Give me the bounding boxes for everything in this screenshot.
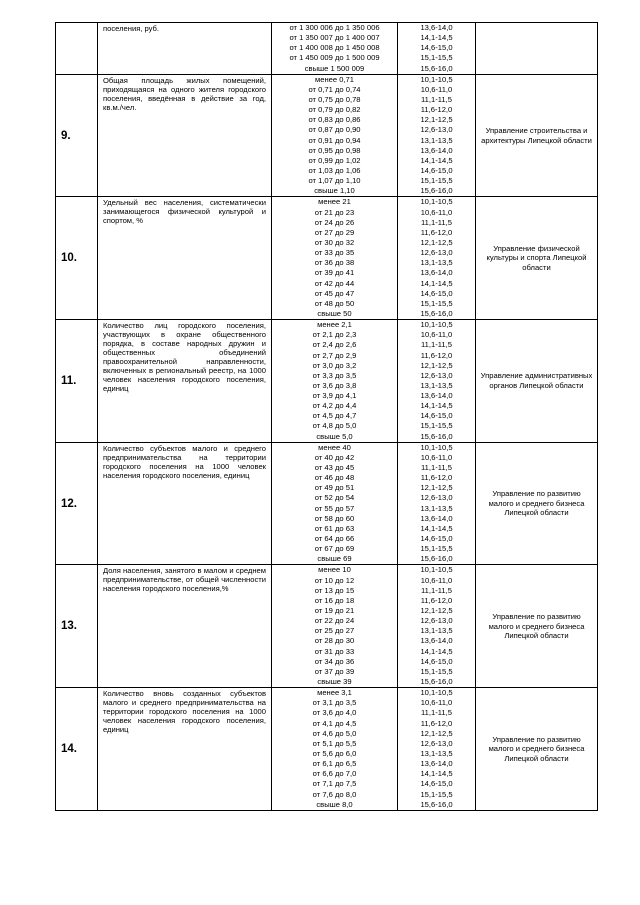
value-range: от 40 до 42	[314, 452, 355, 462]
table-row	[56, 442, 598, 565]
value-range: от 6,6 до 7,0	[312, 769, 357, 779]
value-range: от 13 до 15	[314, 585, 355, 595]
score-range: 14,1-14,5	[420, 278, 453, 288]
value-range: от 0,75 до 0,78	[308, 94, 361, 104]
value-range: от 0,95 до 0,98	[308, 145, 361, 155]
score-range: 11,1-11,5	[421, 463, 452, 473]
value-range: от 43 до 45	[314, 463, 355, 473]
table-row	[56, 197, 598, 320]
value-range: от 64 до 66	[314, 534, 355, 544]
value-range: от 3,9 до 4,1	[312, 391, 357, 401]
value-range: свыше 1,10	[314, 186, 355, 196]
score-range: 11,1-11,5	[421, 217, 452, 227]
score-range: 10,6-11,0	[420, 330, 453, 340]
responsible-department: Управление по развитию малого и среднего бизнеса Липецкой области	[476, 442, 598, 565]
score-range: 12,6-13,0	[420, 370, 453, 380]
score-range: 14,6-15,0	[420, 43, 453, 53]
value-range: свыше 5,0	[316, 431, 353, 441]
value-range: от 39 до 41	[314, 268, 355, 278]
score-cell	[398, 320, 476, 443]
score-range: 10,1-10,5	[420, 565, 453, 575]
value-range: от 10 до 12	[314, 575, 355, 585]
score-range: 10,6-11,0	[420, 452, 453, 462]
value-range: от 46 до 48	[314, 473, 355, 483]
score-range: 11,6-12,0	[420, 595, 453, 605]
range-cell	[272, 320, 398, 443]
value-range: от 34 до 36	[314, 656, 355, 666]
row-number: 10.	[56, 197, 98, 320]
score-range: 15,6-16,0	[420, 308, 453, 318]
indicator-description: Количество субъектов малого и среднего предпринимательства на территории городского поселения на 1000 человек населения городского поселения, единиц	[98, 442, 272, 565]
value-range: от 0,87 до 0,90	[308, 125, 361, 135]
value-range: менее 40	[318, 442, 351, 452]
value-range: от 3,0 до 3,2	[312, 360, 357, 370]
score-range: 11,1-11,5	[421, 94, 452, 104]
score-range: 15,1-15,5	[420, 176, 453, 186]
score-range: 11,1-11,5	[421, 340, 452, 350]
responsible-department	[476, 23, 598, 75]
value-range: от 5,1 до 5,5	[312, 738, 357, 748]
score-range: 14,6-15,0	[420, 779, 453, 789]
value-range: от 24 до 26	[314, 217, 355, 227]
value-range: от 16 до 18	[314, 595, 355, 605]
value-range: от 4,2 до 4,4	[312, 401, 357, 411]
value-range: от 30 до 32	[314, 237, 355, 247]
score-range: 15,6-16,0	[420, 63, 453, 73]
value-range: от 19 до 21	[314, 606, 355, 616]
score-range: 14,6-15,0	[420, 411, 453, 421]
table-row	[56, 23, 598, 75]
value-range: от 0,83 до 0,86	[308, 115, 361, 125]
score-range: 12,6-13,0	[420, 248, 453, 258]
score-range: 14,1-14,5	[420, 155, 453, 165]
score-range: 10,1-10,5	[420, 197, 453, 207]
score-range: 15,6-16,0	[420, 554, 453, 564]
row-number: 14.	[56, 688, 98, 811]
row-number: 9.	[56, 74, 98, 197]
score-range: 13,6-14,0	[420, 636, 453, 646]
score-range: 13,1-13,5	[420, 503, 453, 513]
value-range: от 2,1 до 2,3	[312, 330, 357, 340]
value-range: менее 0,71	[315, 74, 354, 84]
score-range: 12,6-13,0	[420, 493, 453, 503]
score-range: 11,1-11,5	[421, 708, 452, 718]
responsible-department: Управление административных органов Липецкой области	[476, 320, 598, 443]
score-range: 11,6-12,0	[420, 718, 453, 728]
score-range: 15,1-15,5	[420, 53, 453, 63]
value-range: от 0,91 до 0,94	[308, 135, 361, 145]
value-range: от 0,79 до 0,82	[308, 105, 361, 115]
value-range: от 4,6 до 5,0	[312, 728, 357, 738]
score-range: 15,1-15,5	[420, 666, 453, 676]
score-cell	[398, 197, 476, 320]
responsible-department: Управление по развитию малого и среднего бизнеса Липецкой области	[476, 565, 598, 688]
value-range: от 1 350 007 до 1 400 007	[289, 33, 380, 43]
value-range: от 0,99 до 1,02	[308, 155, 361, 165]
score-range: 12,6-13,0	[420, 125, 453, 135]
score-cell	[398, 74, 476, 197]
value-range: от 0,71 до 0,74	[308, 84, 361, 94]
score-range: 10,6-11,0	[420, 207, 453, 217]
score-range: 15,6-16,0	[420, 799, 453, 809]
score-range: 15,1-15,5	[420, 789, 453, 799]
value-range: от 5,6 до 6,0	[312, 748, 357, 758]
score-range: 13,1-13,5	[420, 626, 453, 636]
score-range: 15,1-15,5	[420, 544, 453, 554]
value-range: от 3,6 до 3,8	[312, 380, 357, 390]
score-range: 14,6-15,0	[420, 534, 453, 544]
score-range: 10,1-10,5	[420, 688, 453, 698]
score-cell	[398, 23, 476, 75]
value-range: от 4,8 до 5,0	[312, 421, 357, 431]
indicator-description: Доля населения, занятого в малом и среднем предпринимательстве, от общей численности населения городского поселения,%	[98, 565, 272, 688]
indicator-description: Удельный вес населения, систематически занимающегося физической культурой и спортом, %	[98, 197, 272, 320]
value-range: от 1 300 006 до 1 350 006	[289, 23, 380, 32]
score-range: 13,6-14,0	[420, 268, 453, 278]
value-range: от 49 до 51	[314, 483, 355, 493]
value-range: от 28 до 30	[314, 636, 355, 646]
range-cell	[272, 688, 398, 811]
value-range: от 2,7 до 2,9	[312, 350, 357, 360]
responsible-department: Управление строительства и архитектуры Липецкой области	[476, 74, 598, 197]
table-row	[56, 320, 598, 443]
score-range: 11,6-12,0	[420, 227, 453, 237]
value-range: от 55 до 57	[314, 503, 355, 513]
score-range: 13,1-13,5	[420, 380, 453, 390]
value-range: менее 10	[318, 565, 351, 575]
score-range: 13,1-13,5	[420, 748, 453, 758]
value-range: от 1 450 009 до 1 500 009	[289, 53, 380, 63]
range-cell	[272, 74, 398, 197]
value-range: от 42 до 44	[314, 278, 355, 288]
indicator-description: поселения, руб.	[98, 23, 272, 75]
score-range: 15,6-16,0	[420, 186, 453, 196]
value-range: от 48 до 50	[314, 298, 355, 308]
value-range: от 21 до 23	[314, 207, 355, 217]
indicator-description: Количество лиц городского поселения, участвующих в охране общественного порядка, в составе народных дружин и общественных объединений правоохранительной направленности, включенных в региональный реестр, на 1000 человек населения городского поселения, единиц	[98, 320, 272, 443]
indicator-description: Общая площадь жилых помещений, приходящаяся на одного жителя городского поселения, введённая в действие за год, кв.м./чел.	[98, 74, 272, 197]
score-range: 14,1-14,5	[420, 401, 453, 411]
score-range: 14,1-14,5	[420, 33, 453, 43]
value-range: от 3,6 до 4,0	[312, 708, 357, 718]
range-cell	[272, 565, 398, 688]
score-range: 10,6-11,0	[420, 698, 453, 708]
score-range: 14,6-15,0	[420, 165, 453, 175]
score-range: 12,1-12,5	[420, 483, 453, 493]
score-range: 12,1-12,5	[420, 606, 453, 616]
responsible-department: Управление физической культуры и спорта Липецкой области	[476, 197, 598, 320]
row-number: 11.	[56, 320, 98, 443]
score-range: 13,6-14,0	[420, 391, 453, 401]
value-range: от 3,3 до 3,5	[312, 370, 357, 380]
value-range: от 6,1 до 6,5	[312, 759, 357, 769]
score-range: 11,6-12,0	[420, 473, 453, 483]
value-range: от 58 до 60	[314, 513, 355, 523]
value-range: от 1 400 008 до 1 450 008	[289, 43, 380, 53]
score-range: 11,6-12,0	[420, 105, 453, 115]
score-range: 13,6-14,0	[420, 145, 453, 155]
score-range: 12,6-13,0	[420, 738, 453, 748]
row-number	[56, 23, 98, 75]
value-range: от 1,03 до 1,06	[308, 165, 361, 175]
row-number: 13.	[56, 565, 98, 688]
value-range: от 52 до 54	[314, 493, 355, 503]
value-range: от 33 до 35	[314, 248, 355, 258]
range-cell	[272, 197, 398, 320]
value-range: от 37 до 39	[314, 666, 355, 676]
value-range: от 31 до 33	[314, 646, 355, 656]
value-range: от 67 до 69	[314, 544, 355, 554]
value-range: свыше 1 500 009	[304, 63, 365, 73]
indicator-description: Количество вновь созданных субъектов малого и среднего предпринимательства на территории городского поселения на 1000 человек населения городского поселения, единиц	[98, 688, 272, 811]
responsible-department: Управление по развитию малого и среднего бизнеса Липецкой области	[476, 688, 598, 811]
score-range: 10,6-11,0	[420, 575, 453, 585]
value-range: от 36 до 38	[314, 258, 355, 268]
score-cell	[398, 688, 476, 811]
score-range: 13,6-14,0	[420, 513, 453, 523]
value-range: от 4,1 до 4,5	[312, 718, 357, 728]
score-range: 12,1-12,5	[420, 237, 453, 247]
score-range: 15,6-16,0	[420, 431, 453, 441]
value-range: от 3,1 до 3,5	[312, 698, 357, 708]
value-range: менее 2,1	[317, 320, 352, 330]
indicator-table	[55, 22, 598, 811]
value-range: от 1,07 до 1,10	[308, 176, 361, 186]
score-range: 15,6-16,0	[420, 677, 453, 686]
score-range: 11,1-11,5	[421, 585, 452, 595]
score-range: 13,6-14,0	[420, 759, 453, 769]
score-range: 12,6-13,0	[420, 616, 453, 626]
score-range: 11,6-12,0	[420, 350, 453, 360]
value-range: от 7,1 до 7,5	[312, 779, 357, 789]
value-range: свыше 50	[317, 308, 352, 318]
score-range: 14,6-15,0	[420, 288, 453, 298]
score-range: 12,1-12,5	[420, 728, 453, 738]
value-range: менее 21	[318, 197, 351, 207]
score-range: 14,1-14,5	[420, 769, 453, 779]
score-range: 10,6-11,0	[420, 84, 453, 94]
value-range: от 27 до 29	[314, 227, 355, 237]
score-cell	[398, 442, 476, 565]
value-range: от 7,6 до 8,0	[312, 789, 357, 799]
value-range: от 2,4 до 2,6	[312, 340, 357, 350]
range-cell	[272, 442, 398, 565]
score-range: 12,1-12,5	[420, 360, 453, 370]
score-range: 10,1-10,5	[420, 442, 453, 452]
score-range: 14,6-15,0	[420, 656, 453, 666]
score-cell	[398, 565, 476, 688]
score-range: 15,1-15,5	[420, 421, 453, 431]
score-range: 12,1-12,5	[420, 115, 453, 125]
value-range: от 4,5 до 4,7	[312, 411, 357, 421]
value-range: свыше 8,0	[316, 799, 353, 809]
indicator-table-body	[56, 23, 598, 811]
score-range: 10,1-10,5	[420, 74, 453, 84]
score-range: 13,6-14,0	[420, 23, 453, 32]
value-range: от 25 до 27	[314, 626, 355, 636]
value-range: свыше 69	[317, 554, 352, 564]
score-range: 15,1-15,5	[420, 298, 453, 308]
range-cell	[272, 23, 398, 75]
value-range: от 61 до 63	[314, 523, 355, 533]
table-row	[56, 688, 598, 811]
value-range: свыше 39	[317, 677, 352, 686]
score-range: 14,1-14,5	[420, 523, 453, 533]
value-range: от 22 до 24	[314, 616, 355, 626]
value-range: от 45 до 47	[314, 288, 355, 298]
score-range: 13,1-13,5	[420, 258, 453, 268]
score-range: 10,1-10,5	[420, 320, 453, 330]
table-row	[56, 74, 598, 197]
row-number: 12.	[56, 442, 98, 565]
score-range: 13,1-13,5	[420, 135, 453, 145]
value-range: менее 3,1	[317, 688, 352, 698]
table-row	[56, 565, 598, 688]
score-range: 14,1-14,5	[420, 646, 453, 656]
